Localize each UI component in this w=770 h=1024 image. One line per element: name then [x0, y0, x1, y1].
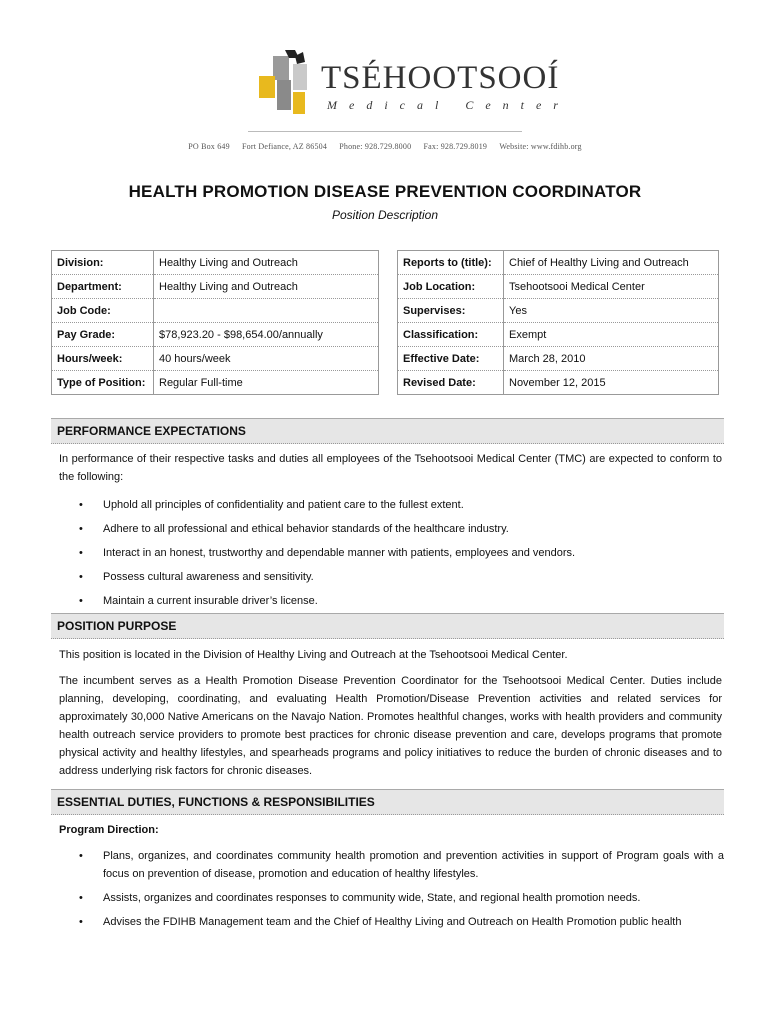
city: Fort Defiance, AZ 86504 — [242, 142, 328, 151]
field-label: Type of Position: — [52, 371, 154, 395]
field-value: Regular Full-time — [159, 376, 243, 389]
purpose-paragraph-2: The incumbent serves as a Health Promotion Disease Prevention Coordinator for the Tsehootsooi Medical Center. Duties include planning, developing, coordinating, and evaluating Health Promotion/Disease Prevention activities and related services for approximately 30,000 Native Americans on the Navajo Nation. Promotes healthful changes, works with health providers and community health outreach service providers to promote best practices for chronic disease prevention and care, develops programs that promote physical activity and healthy lifestyles, and spearheads programs and policy initiatives to reduce the burden of chronic diseases and to address underlying risk factors for chronic diseases. — [59, 675, 722, 777]
logo-name: TSÉHOOTSOOÍ — [321, 60, 560, 96]
field-label: Division: — [52, 251, 154, 275]
field-value — [154, 299, 379, 323]
field-value: Exempt — [504, 323, 719, 347]
field-label: Hours/week: — [52, 347, 154, 371]
bullet-icon: • — [79, 571, 83, 583]
field-value: Healthy Living and Outreach — [154, 251, 379, 275]
logo — [255, 48, 570, 128]
bullet-icon: • — [79, 916, 83, 928]
field-value: $78,923.20 - $98,654.00/annually — [154, 323, 379, 347]
list-item: • Maintain a current insurable driver’s license. — [51, 592, 724, 610]
header-divider — [248, 131, 522, 132]
field-value: March 28, 2010 — [504, 347, 719, 371]
section-heading: PERFORMANCE EXPECTATIONS — [51, 418, 724, 444]
field-value: Yes — [504, 299, 719, 323]
position-info-table-left — [51, 250, 379, 395]
field-label: Pay Grade: — [52, 323, 154, 347]
page-title: HEALTH PROMOTION DISEASE PREVENTION COORDINATOR — [128, 182, 642, 201]
logo-subtitle: Medical Center — [327, 98, 570, 112]
field-label: Effective Date: — [398, 347, 504, 371]
table-row — [398, 323, 719, 347]
bullet-icon: • — [79, 499, 83, 511]
bullet-icon: • — [79, 850, 83, 862]
bullet-icon: • — [79, 523, 83, 535]
field-label: Supervises: — [398, 299, 504, 323]
field-value: Chief of Healthy Living and Outreach — [504, 251, 719, 275]
list-item: • Assists, organizes and coordinates responses to community wide, State, and regional health promotion needs. — [51, 889, 724, 907]
duties-bullet-list — [51, 847, 724, 931]
field-value: November 12, 2015 — [509, 376, 606, 389]
list-item: • Advises the FDIHB Management team and the Chief of Healthy Living and Outreach on Health Promotion public health — [51, 913, 724, 931]
table-row — [52, 323, 379, 347]
table-row — [398, 275, 719, 299]
essential-duties-section — [51, 789, 724, 937]
bullet-icon: • — [79, 547, 83, 559]
field-value: Tsehootsooi Medical Center — [504, 275, 719, 299]
field-value: 40 hours/week — [154, 347, 379, 371]
program-direction-subheading: Program Direction: — [59, 824, 159, 836]
performance-intro: In performance of their respective tasks and duties all employees of the Tsehootsooi Medical Center (TMC) are expected to conform to the following: — [59, 453, 722, 483]
performance-bullet-list — [51, 496, 724, 610]
table-row — [52, 347, 379, 371]
list-item: • Adhere to all professional and ethical behavior standards of the healthcare industry. — [51, 520, 724, 538]
position-purpose-section — [51, 613, 724, 780]
phone: Phone: 928.729.8000 — [339, 142, 412, 151]
field-label: Job Location: — [398, 275, 504, 299]
section-heading: ESSENTIAL DUTIES, FUNCTIONS & RESPONSIBILITIES — [51, 789, 724, 815]
po-box: PO Box 649 — [188, 142, 230, 151]
purpose-paragraph-1: This position is located in the Division of Healthy Living and Outreach at the Tsehootsooi Medical Center. — [59, 649, 568, 661]
table-row — [398, 371, 719, 395]
field-label: Department: — [52, 275, 154, 299]
fax: Fax: 928.729.8019 — [423, 142, 488, 151]
list-item: • Plans, organizes, and coordinates community health promotion and prevention activities in support of Program goals with a focus on prevention of disease, promotion and education of healthy lifestyles. — [51, 847, 724, 883]
field-label: Classification: — [398, 323, 504, 347]
list-item: • Interact in an honest, trustworthy and dependable manner with patients, employees and vendors. — [51, 544, 724, 562]
performance-expectations-section — [51, 418, 724, 616]
contact-line — [0, 142, 770, 151]
section-heading: POSITION PURPOSE — [51, 613, 724, 639]
logo-mark-icon — [255, 48, 317, 118]
table-row — [52, 299, 379, 323]
table-row — [398, 251, 719, 275]
list-item: • Possess cultural awareness and sensitivity. — [51, 568, 724, 586]
table-row — [52, 275, 379, 299]
page-subtitle: Position Description — [331, 208, 439, 222]
bullet-icon: • — [79, 595, 83, 607]
field-label: Reports to (title): — [398, 251, 504, 275]
field-label: Revised Date: — [398, 371, 504, 395]
table-row — [52, 371, 379, 395]
website-link[interactable]: Website: www.fdihb.org — [499, 142, 582, 151]
field-label: Job Code: — [52, 299, 154, 323]
table-row — [398, 347, 719, 371]
bullet-icon: • — [79, 892, 83, 904]
table-row — [398, 299, 719, 323]
field-value: Healthy Living and Outreach — [154, 275, 379, 299]
list-item: • Uphold all principles of confidentiality and patient care to the fullest extent. — [51, 496, 724, 514]
position-info-table-right — [397, 250, 719, 395]
table-row — [52, 251, 379, 275]
